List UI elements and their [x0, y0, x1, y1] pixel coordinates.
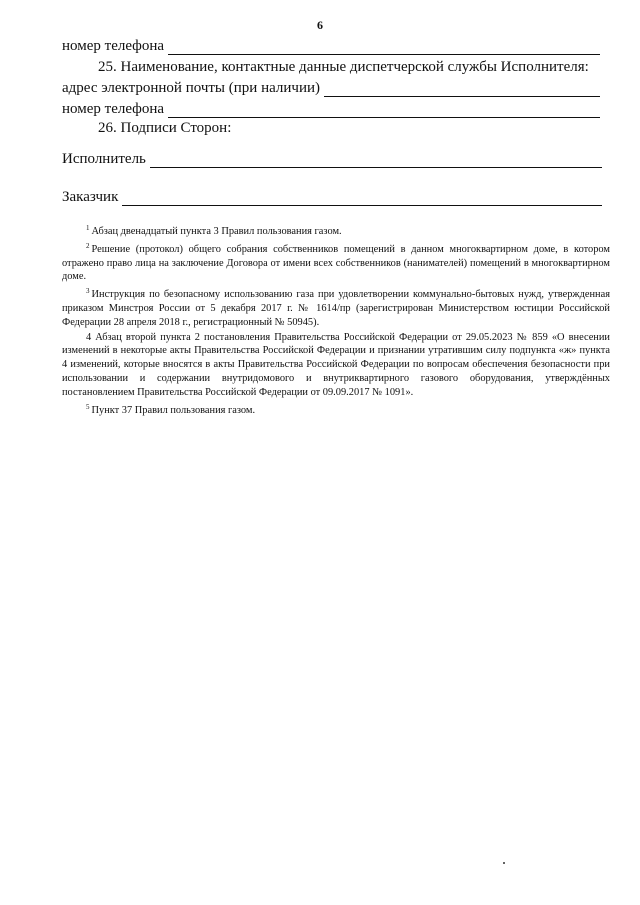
footnote-2 [62, 240, 610, 284]
email-blank[interactable] [324, 84, 600, 97]
customer-label: Заказчик [62, 189, 119, 205]
email-label: адрес электронной почты (при наличии) [62, 80, 320, 96]
footnote-text: Абзац двенадцатый пункта 3 Правил пользования газом. [91, 226, 342, 237]
footnote-1 [62, 222, 610, 239]
footnote-mark: 4 [86, 331, 92, 343]
item-25-heading: 25. Наименование, контактные данные диспетчерской службы Исполнителя: [98, 59, 589, 75]
item-26-heading: 26. Подписи Сторон: [98, 120, 232, 136]
footnote-text: Пункт 37 Правил пользования газом. [91, 404, 256, 416]
customer-signature-line[interactable] [122, 193, 602, 206]
executor-signature-line[interactable] [150, 155, 602, 168]
executor-signature-row [62, 151, 602, 168]
footnote-4 [62, 331, 610, 400]
phone-blank-2[interactable] [168, 105, 600, 118]
customer-signature-row [62, 189, 602, 206]
footnote-text: Решение (протокол) общего собрания собственников помещений в данном многоквартирном доме, в котором отражено право лица на заключение Договора от имени всех собственников (нанимателей) помещений в многоквартирном доме. [62, 243, 610, 283]
footnote-mark: 2 [86, 241, 90, 250]
footnote-mark: 1 [86, 224, 90, 232]
email-field [62, 80, 600, 97]
phone-label-1: номер телефона [62, 38, 165, 54]
footnote-mark: 5 [86, 402, 90, 411]
phone-field-1 [62, 38, 600, 55]
phone-blank-1[interactable] [168, 42, 600, 55]
phone-label-2: номер телефона [62, 101, 165, 117]
footnote-5 [62, 401, 610, 418]
scan-speck [503, 862, 505, 864]
executor-label: Исполнитель [62, 151, 146, 167]
phone-field-2 [62, 101, 600, 118]
footnote-mark: 3 [86, 287, 90, 296]
footnote-3 [62, 285, 610, 329]
page-number: 6 [317, 18, 323, 32]
footnotes-section [62, 222, 610, 418]
footnote-text: Инструкция по безопасному использованию газа при удовлетворении коммунально-бытовых нужд, утвержденная приказом Минстроя России от 5 декабря 2017 г. № 1614/пр (зарегистрирован Министерством юстиции Российской Федерации 28 апреля 2018 г., регистрационный № 50945). [62, 289, 610, 328]
footnote-text: Абзац второй пункта 2 постановления Правительства Российской Федерации от 29.05.2023 № 859 «О внесении изменений в некоторые акты Правительства Российской Федерации и признании утратившим силу подпункта «ж» пункта 4 изменений, которые вносятся в акты Правительства Российской Федерации по вопросам обеспечения безопасности при использовании и содержании внутридомового и внутриквартирного газового оборудования, утверждённых постановлением Правительства Российской Федерации от 09.09.2017 № 1091». [62, 331, 610, 398]
